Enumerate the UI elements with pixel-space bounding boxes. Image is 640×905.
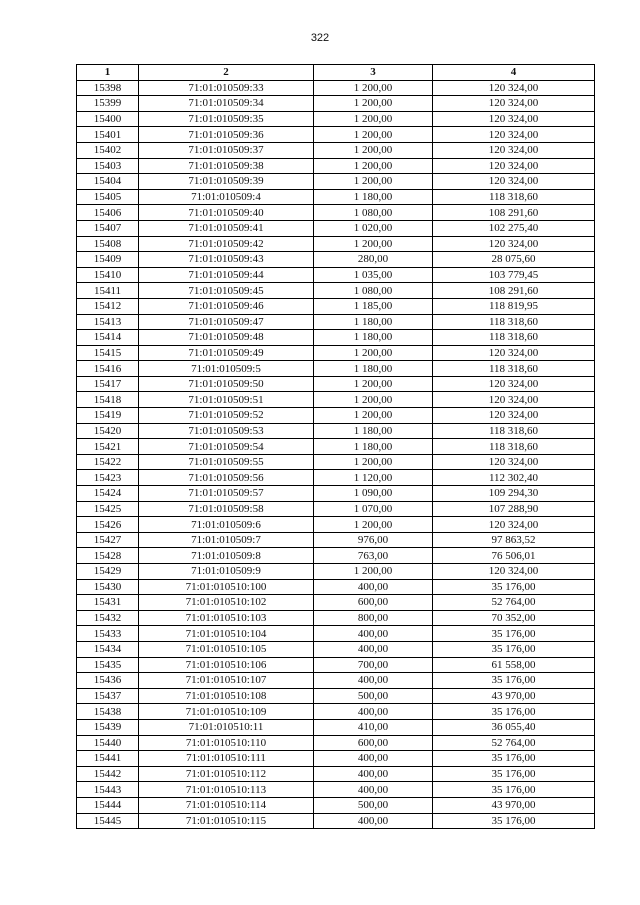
cadastral-value-cell: 107 288,90 bbox=[433, 501, 595, 517]
cadastral-number-cell: 71:01:010510:102 bbox=[139, 595, 314, 611]
area-cell: 1 200,00 bbox=[314, 564, 433, 580]
table-row bbox=[77, 80, 595, 96]
area-cell: 1 200,00 bbox=[314, 408, 433, 424]
cadastral-number-cell: 71:01:010509:37 bbox=[139, 142, 314, 158]
cadastral-value-cell: 52 764,00 bbox=[433, 735, 595, 751]
row-number-cell: 15426 bbox=[77, 517, 139, 533]
table-row bbox=[77, 517, 595, 533]
table-row bbox=[77, 111, 595, 127]
area-cell: 400,00 bbox=[314, 782, 433, 798]
cadastral-number-cell: 71:01:010509:55 bbox=[139, 454, 314, 470]
row-number-cell: 15414 bbox=[77, 330, 139, 346]
table-row bbox=[77, 688, 595, 704]
cadastral-number-cell: 71:01:010510:104 bbox=[139, 626, 314, 642]
column-header-4: 4 bbox=[433, 65, 595, 81]
cadastral-number-cell: 71:01:010509:54 bbox=[139, 439, 314, 455]
cadastral-value-cell: 120 324,00 bbox=[433, 236, 595, 252]
row-number-cell: 15407 bbox=[77, 220, 139, 236]
table-row bbox=[77, 283, 595, 299]
cadastral-value-cell: 35 176,00 bbox=[433, 751, 595, 767]
cadastral-number-cell: 71:01:010509:56 bbox=[139, 470, 314, 486]
cadastral-value-cell: 35 176,00 bbox=[433, 641, 595, 657]
area-cell: 500,00 bbox=[314, 688, 433, 704]
area-cell: 1 090,00 bbox=[314, 486, 433, 502]
area-cell: 1 200,00 bbox=[314, 158, 433, 174]
table-row bbox=[77, 96, 595, 112]
cadastral-number-cell: 71:01:010509:51 bbox=[139, 392, 314, 408]
table-row bbox=[77, 408, 595, 424]
row-number-cell: 15441 bbox=[77, 751, 139, 767]
cadastral-value-cell: 120 324,00 bbox=[433, 96, 595, 112]
row-number-cell: 15412 bbox=[77, 298, 139, 314]
column-header-2: 2 bbox=[139, 65, 314, 81]
column-header-3: 3 bbox=[314, 65, 433, 81]
row-number-cell: 15432 bbox=[77, 610, 139, 626]
row-number-cell: 15402 bbox=[77, 142, 139, 158]
table-row bbox=[77, 345, 595, 361]
area-cell: 1 185,00 bbox=[314, 298, 433, 314]
area-cell: 1 080,00 bbox=[314, 205, 433, 221]
cadastral-number-cell: 71:01:010509:52 bbox=[139, 408, 314, 424]
cadastral-value-cell: 120 324,00 bbox=[433, 111, 595, 127]
cadastral-number-cell: 71:01:010509:53 bbox=[139, 423, 314, 439]
cadastral-number-cell: 71:01:010510:109 bbox=[139, 704, 314, 720]
cadastral-number-cell: 71:01:010509:49 bbox=[139, 345, 314, 361]
table-row bbox=[77, 314, 595, 330]
cadastral-number-cell: 71:01:010509:45 bbox=[139, 283, 314, 299]
cadastral-number-cell: 71:01:010509:46 bbox=[139, 298, 314, 314]
area-cell: 400,00 bbox=[314, 641, 433, 657]
cadastral-number-cell: 71:01:010510:110 bbox=[139, 735, 314, 751]
cadastral-value-cell: 52 764,00 bbox=[433, 595, 595, 611]
row-number-cell: 15415 bbox=[77, 345, 139, 361]
row-number-cell: 15399 bbox=[77, 96, 139, 112]
cadastral-number-cell: 71:01:010509:38 bbox=[139, 158, 314, 174]
table-row bbox=[77, 751, 595, 767]
cadastral-value-cell: 108 291,60 bbox=[433, 205, 595, 221]
cadastral-number-cell: 71:01:010510:114 bbox=[139, 797, 314, 813]
table-row bbox=[77, 641, 595, 657]
area-cell: 1 200,00 bbox=[314, 127, 433, 143]
table-row bbox=[77, 252, 595, 268]
area-cell: 1 200,00 bbox=[314, 392, 433, 408]
cadastral-number-cell: 71:01:010509:9 bbox=[139, 564, 314, 580]
area-cell: 1 200,00 bbox=[314, 174, 433, 190]
area-cell: 1 200,00 bbox=[314, 142, 433, 158]
cadastral-number-cell: 71:01:010510:111 bbox=[139, 751, 314, 767]
table-row bbox=[77, 454, 595, 470]
cadastral-value-cell: 120 324,00 bbox=[433, 174, 595, 190]
row-number-cell: 15403 bbox=[77, 158, 139, 174]
row-number-cell: 15428 bbox=[77, 548, 139, 564]
row-number-cell: 15410 bbox=[77, 267, 139, 283]
area-cell: 400,00 bbox=[314, 704, 433, 720]
area-cell: 280,00 bbox=[314, 252, 433, 268]
cadastral-value-cell: 36 055,40 bbox=[433, 719, 595, 735]
cadastral-value-cell: 120 324,00 bbox=[433, 376, 595, 392]
table-row bbox=[77, 142, 595, 158]
area-cell: 800,00 bbox=[314, 610, 433, 626]
cadastral-number-cell: 71:01:010509:50 bbox=[139, 376, 314, 392]
area-cell: 1 035,00 bbox=[314, 267, 433, 283]
row-number-cell: 15442 bbox=[77, 766, 139, 782]
table-row bbox=[77, 548, 595, 564]
row-number-cell: 15420 bbox=[77, 423, 139, 439]
cadastral-value-cell: 120 324,00 bbox=[433, 158, 595, 174]
row-number-cell: 15418 bbox=[77, 392, 139, 408]
area-cell: 976,00 bbox=[314, 532, 433, 548]
row-number-cell: 15434 bbox=[77, 641, 139, 657]
cadastral-number-cell: 71:01:010510:105 bbox=[139, 641, 314, 657]
cadastral-number-cell: 71:01:010509:47 bbox=[139, 314, 314, 330]
cadastral-number-cell: 71:01:010509:39 bbox=[139, 174, 314, 190]
cadastral-value-cell: 120 324,00 bbox=[433, 80, 595, 96]
cadastral-number-cell: 71:01:010509:7 bbox=[139, 532, 314, 548]
cadastral-number-cell: 71:01:010510:11 bbox=[139, 719, 314, 735]
table-row bbox=[77, 220, 595, 236]
row-number-cell: 15404 bbox=[77, 174, 139, 190]
cadastral-value-cell: 120 324,00 bbox=[433, 392, 595, 408]
area-cell: 1 180,00 bbox=[314, 423, 433, 439]
cadastral-number-cell: 71:01:010509:4 bbox=[139, 189, 314, 205]
area-cell: 1 120,00 bbox=[314, 470, 433, 486]
table-row bbox=[77, 610, 595, 626]
cadastral-number-cell: 71:01:010509:44 bbox=[139, 267, 314, 283]
table-row bbox=[77, 782, 595, 798]
cadastral-number-cell: 71:01:010510:112 bbox=[139, 766, 314, 782]
cadastral-number-cell: 71:01:010509:57 bbox=[139, 486, 314, 502]
cadastral-number-cell: 71:01:010510:106 bbox=[139, 657, 314, 673]
row-number-cell: 15431 bbox=[77, 595, 139, 611]
table-row bbox=[77, 532, 595, 548]
page-number: 322 bbox=[310, 32, 330, 44]
cadastral-value-cell: 118 318,60 bbox=[433, 314, 595, 330]
row-number-cell: 15429 bbox=[77, 564, 139, 580]
table-row bbox=[77, 797, 595, 813]
area-cell: 700,00 bbox=[314, 657, 433, 673]
cadastral-number-cell: 71:01:010509:36 bbox=[139, 127, 314, 143]
cadastral-value-cell: 109 294,30 bbox=[433, 486, 595, 502]
area-cell: 1 180,00 bbox=[314, 330, 433, 346]
table-row bbox=[77, 158, 595, 174]
table-row bbox=[77, 361, 595, 377]
area-cell: 1 180,00 bbox=[314, 439, 433, 455]
row-number-cell: 15440 bbox=[77, 735, 139, 751]
table-row bbox=[77, 704, 595, 720]
area-cell: 1 180,00 bbox=[314, 314, 433, 330]
cadastral-value-cell: 35 176,00 bbox=[433, 673, 595, 689]
table-row bbox=[77, 719, 595, 735]
cadastral-number-cell: 71:01:010509:58 bbox=[139, 501, 314, 517]
row-number-cell: 15411 bbox=[77, 283, 139, 299]
row-number-cell: 15406 bbox=[77, 205, 139, 221]
area-cell: 1 200,00 bbox=[314, 376, 433, 392]
area-cell: 400,00 bbox=[314, 579, 433, 595]
cadastral-number-cell: 71:01:010509:35 bbox=[139, 111, 314, 127]
area-cell: 600,00 bbox=[314, 735, 433, 751]
area-cell: 1 200,00 bbox=[314, 236, 433, 252]
table-row bbox=[77, 330, 595, 346]
cadastral-value-cell: 61 558,00 bbox=[433, 657, 595, 673]
cadastral-number-cell: 71:01:010509:33 bbox=[139, 80, 314, 96]
row-number-cell: 15408 bbox=[77, 236, 139, 252]
area-cell: 1 080,00 bbox=[314, 283, 433, 299]
cadastral-value-cell: 35 176,00 bbox=[433, 704, 595, 720]
row-number-cell: 15421 bbox=[77, 439, 139, 455]
table-row bbox=[77, 205, 595, 221]
row-number-cell: 15405 bbox=[77, 189, 139, 205]
cadastral-value-cell: 118 318,60 bbox=[433, 189, 595, 205]
cadastral-number-cell: 71:01:010509:34 bbox=[139, 96, 314, 112]
cadastral-number-cell: 71:01:010509:48 bbox=[139, 330, 314, 346]
cadastral-value-cell: 102 275,40 bbox=[433, 220, 595, 236]
cadastral-number-cell: 71:01:010509:6 bbox=[139, 517, 314, 533]
cadastral-value-cell: 35 176,00 bbox=[433, 626, 595, 642]
table-row bbox=[77, 439, 595, 455]
cadastral-number-cell: 71:01:010510:113 bbox=[139, 782, 314, 798]
cadastral-value-cell: 120 324,00 bbox=[433, 517, 595, 533]
column-header-1: 1 bbox=[77, 65, 139, 81]
cadastral-number-cell: 71:01:010509:43 bbox=[139, 252, 314, 268]
cadastral-value-table bbox=[76, 64, 595, 829]
cadastral-number-cell: 71:01:010510:108 bbox=[139, 688, 314, 704]
cadastral-number-cell: 71:01:010509:41 bbox=[139, 220, 314, 236]
cadastral-value-cell: 97 863,52 bbox=[433, 532, 595, 548]
table-row bbox=[77, 174, 595, 190]
row-number-cell: 15422 bbox=[77, 454, 139, 470]
cadastral-value-cell: 120 324,00 bbox=[433, 408, 595, 424]
row-number-cell: 15439 bbox=[77, 719, 139, 735]
table-row bbox=[77, 564, 595, 580]
row-number-cell: 15444 bbox=[77, 797, 139, 813]
cadastral-number-cell: 71:01:010510:115 bbox=[139, 813, 314, 829]
cadastral-value-cell: 112 302,40 bbox=[433, 470, 595, 486]
cadastral-value-cell: 118 318,60 bbox=[433, 330, 595, 346]
row-number-cell: 15401 bbox=[77, 127, 139, 143]
area-cell: 500,00 bbox=[314, 797, 433, 813]
area-cell: 1 200,00 bbox=[314, 454, 433, 470]
row-number-cell: 15409 bbox=[77, 252, 139, 268]
area-cell: 1 200,00 bbox=[314, 345, 433, 361]
area-cell: 1 200,00 bbox=[314, 517, 433, 533]
table-header bbox=[77, 65, 595, 81]
table-row bbox=[77, 735, 595, 751]
table-row bbox=[77, 657, 595, 673]
table-row bbox=[77, 127, 595, 143]
cadastral-number-cell: 71:01:010510:103 bbox=[139, 610, 314, 626]
table-row bbox=[77, 376, 595, 392]
cadastral-number-cell: 71:01:010509:42 bbox=[139, 236, 314, 252]
table-row bbox=[77, 189, 595, 205]
row-number-cell: 15436 bbox=[77, 673, 139, 689]
cadastral-value-cell: 35 176,00 bbox=[433, 579, 595, 595]
table-row bbox=[77, 298, 595, 314]
table-row bbox=[77, 392, 595, 408]
area-cell: 1 200,00 bbox=[314, 80, 433, 96]
row-number-cell: 15430 bbox=[77, 579, 139, 595]
cadastral-value-cell: 118 318,60 bbox=[433, 361, 595, 377]
table-row bbox=[77, 423, 595, 439]
row-number-cell: 15424 bbox=[77, 486, 139, 502]
cadastral-value-cell: 43 970,00 bbox=[433, 688, 595, 704]
row-number-cell: 15438 bbox=[77, 704, 139, 720]
row-number-cell: 15433 bbox=[77, 626, 139, 642]
area-cell: 1 180,00 bbox=[314, 189, 433, 205]
table-row bbox=[77, 236, 595, 252]
row-number-cell: 15437 bbox=[77, 688, 139, 704]
row-number-cell: 15435 bbox=[77, 657, 139, 673]
table-row bbox=[77, 267, 595, 283]
cadastral-number-cell: 71:01:010509:40 bbox=[139, 205, 314, 221]
table-row bbox=[77, 626, 595, 642]
cadastral-number-cell: 71:01:010509:8 bbox=[139, 548, 314, 564]
cadastral-value-cell: 120 324,00 bbox=[433, 454, 595, 470]
row-number-cell: 15427 bbox=[77, 532, 139, 548]
cadastral-value-cell: 120 324,00 bbox=[433, 127, 595, 143]
area-cell: 400,00 bbox=[314, 766, 433, 782]
table-row bbox=[77, 486, 595, 502]
row-number-cell: 15400 bbox=[77, 111, 139, 127]
cadastral-value-cell: 120 324,00 bbox=[433, 564, 595, 580]
row-number-cell: 15417 bbox=[77, 376, 139, 392]
cadastral-value-cell: 76 506,01 bbox=[433, 548, 595, 564]
row-number-cell: 15398 bbox=[77, 80, 139, 96]
cadastral-value-cell: 35 176,00 bbox=[433, 766, 595, 782]
cadastral-number-cell: 71:01:010510:107 bbox=[139, 673, 314, 689]
area-cell: 400,00 bbox=[314, 673, 433, 689]
cadastral-value-cell: 108 291,60 bbox=[433, 283, 595, 299]
cadastral-value-cell: 35 176,00 bbox=[433, 782, 595, 798]
table-row bbox=[77, 673, 595, 689]
cadastral-value-cell: 28 075,60 bbox=[433, 252, 595, 268]
row-number-cell: 15416 bbox=[77, 361, 139, 377]
area-cell: 1 200,00 bbox=[314, 111, 433, 127]
area-cell: 410,00 bbox=[314, 719, 433, 735]
row-number-cell: 15423 bbox=[77, 470, 139, 486]
header-row bbox=[77, 65, 595, 81]
cadastral-value-cell: 118 819,95 bbox=[433, 298, 595, 314]
row-number-cell: 15413 bbox=[77, 314, 139, 330]
cadastral-value-cell: 70 352,00 bbox=[433, 610, 595, 626]
table-row bbox=[77, 595, 595, 611]
table-row bbox=[77, 470, 595, 486]
row-number-cell: 15443 bbox=[77, 782, 139, 798]
cadastral-value-cell: 35 176,00 bbox=[433, 813, 595, 829]
row-number-cell: 15419 bbox=[77, 408, 139, 424]
cadastral-value-cell: 118 318,60 bbox=[433, 439, 595, 455]
cadastral-value-cell: 120 324,00 bbox=[433, 345, 595, 361]
table-row bbox=[77, 579, 595, 595]
table-row bbox=[77, 813, 595, 829]
cadastral-number-cell: 71:01:010509:5 bbox=[139, 361, 314, 377]
area-cell: 1 020,00 bbox=[314, 220, 433, 236]
table-body bbox=[77, 80, 595, 829]
area-cell: 600,00 bbox=[314, 595, 433, 611]
area-cell: 1 200,00 bbox=[314, 96, 433, 112]
table-row bbox=[77, 501, 595, 517]
area-cell: 1 070,00 bbox=[314, 501, 433, 517]
area-cell: 400,00 bbox=[314, 626, 433, 642]
area-cell: 1 180,00 bbox=[314, 361, 433, 377]
row-number-cell: 15425 bbox=[77, 501, 139, 517]
cadastral-number-cell: 71:01:010510:100 bbox=[139, 579, 314, 595]
area-cell: 763,00 bbox=[314, 548, 433, 564]
cadastral-value-cell: 43 970,00 bbox=[433, 797, 595, 813]
table-row bbox=[77, 766, 595, 782]
cadastral-value-cell: 118 318,60 bbox=[433, 423, 595, 439]
area-cell: 400,00 bbox=[314, 813, 433, 829]
cadastral-value-cell: 120 324,00 bbox=[433, 142, 595, 158]
area-cell: 400,00 bbox=[314, 751, 433, 767]
row-number-cell: 15445 bbox=[77, 813, 139, 829]
cadastral-value-cell: 103 779,45 bbox=[433, 267, 595, 283]
